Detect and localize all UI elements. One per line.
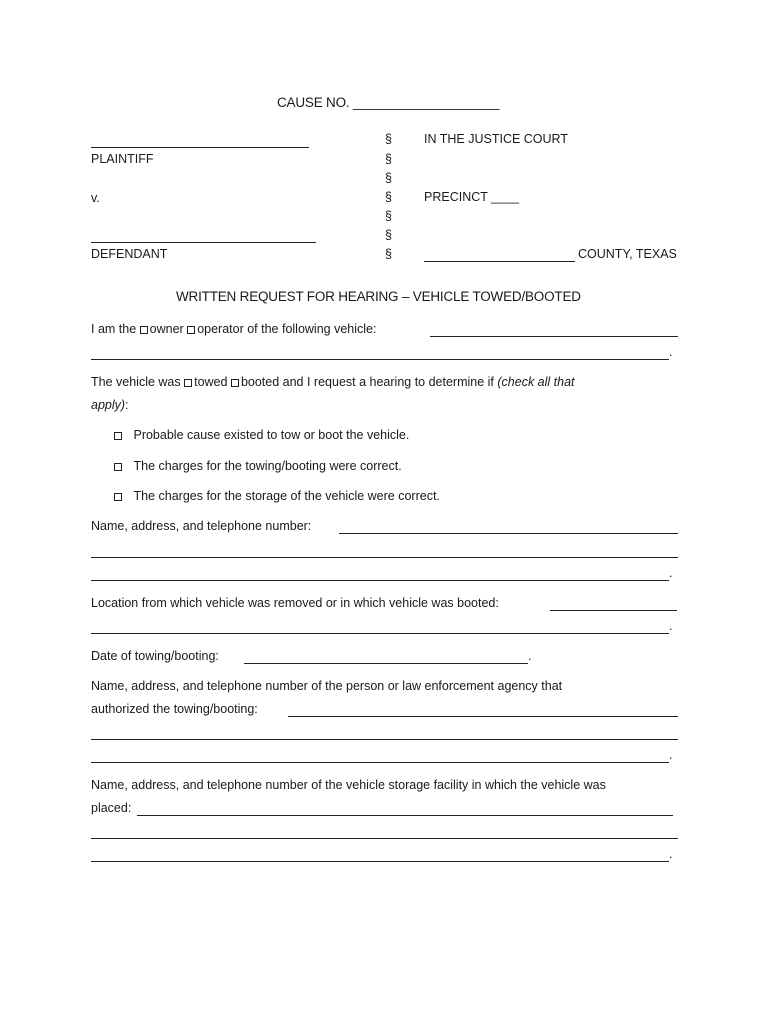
defendant-label: DEFENDANT (91, 247, 168, 261)
county-name-line[interactable] (424, 261, 575, 262)
storage-label-cont: placed: (91, 801, 132, 815)
vehicle-description-line-2[interactable] (91, 359, 669, 360)
court-label: IN THE JUSTICE COURT (424, 132, 568, 146)
owner-checkbox[interactable] (140, 326, 148, 334)
period: . (669, 619, 673, 633)
versus-label: v. (91, 191, 100, 205)
plaintiff-label: PLAINTIFF (91, 152, 154, 166)
section-mark: § (385, 209, 392, 223)
name-address-line-3[interactable] (91, 580, 669, 581)
towing-charges-checkbox[interactable] (114, 463, 122, 471)
section-mark: § (385, 171, 392, 185)
period: . (669, 345, 673, 359)
section-mark: § (385, 247, 392, 261)
check-item-label: The charges for the storage of the vehicle were correct. (133, 489, 440, 503)
check-all-note-cont: apply): (91, 398, 129, 412)
county-label: COUNTY, TEXAS (578, 247, 677, 261)
booted-checkbox[interactable] (231, 379, 239, 387)
defendant-name-line[interactable] (91, 242, 316, 243)
agency-line-1[interactable] (288, 716, 678, 717)
vehicle-description-line[interactable] (430, 336, 678, 337)
agency-label-cont: authorized the towing/booting: (91, 702, 258, 716)
storage-charges-checkbox[interactable] (114, 493, 122, 501)
section-mark: § (385, 228, 392, 242)
section-mark: § (385, 132, 392, 146)
towed-option-label: towed (194, 375, 228, 389)
date-line[interactable] (244, 663, 528, 664)
vehicle-status-line (91, 375, 575, 389)
check-item[interactable] (114, 489, 440, 503)
towed-checkbox[interactable] (184, 379, 192, 387)
period: . (669, 566, 673, 580)
check-item-label: Probable cause existed to tow or boot the vehicle. (133, 428, 410, 442)
period: . (528, 649, 532, 663)
precinct-label: PRECINCT ____ (424, 190, 519, 204)
section-mark: § (385, 152, 392, 166)
plaintiff-name-line[interactable] (91, 147, 309, 148)
agency-line-2[interactable] (91, 739, 678, 740)
storage-line-2[interactable] (91, 838, 678, 839)
period: . (669, 847, 673, 861)
vehicle-status-prefix: The vehicle was (91, 375, 181, 389)
storage-line-3[interactable] (91, 861, 669, 862)
name-address-label: Name, address, and telephone number: (91, 519, 312, 533)
form-title: WRITTEN REQUEST FOR HEARING – VEHICLE TOWED/BOOTED (176, 289, 581, 304)
name-address-line-1[interactable] (339, 533, 678, 534)
agency-label: Name, address, and telephone number of the person or law enforcement agency that (91, 679, 563, 693)
owner-option-label: owner (149, 322, 184, 336)
storage-line-1[interactable] (137, 815, 673, 816)
cause-number: CAUSE NO. ____________________ (277, 95, 500, 110)
check-all-note: (check all that (497, 375, 575, 389)
location-line-1[interactable] (550, 610, 677, 611)
location-label: Location from which vehicle was removed or in which vehicle was booted: (91, 596, 499, 610)
operator-option-label: operator of the following vehicle: (197, 322, 377, 336)
check-item[interactable] (114, 428, 409, 442)
name-address-line-2[interactable] (91, 557, 678, 558)
probable-cause-checkbox[interactable] (114, 432, 122, 440)
booted-option-label: booted and I request a hearing to determine if (240, 375, 494, 389)
date-label: Date of towing/booting: (91, 649, 219, 663)
storage-label: Name, address, and telephone number of the vehicle storage facility in which the vehicle was (91, 778, 606, 792)
owner-prefix: I am the (91, 322, 137, 336)
check-item[interactable] (114, 459, 402, 473)
agency-line-3[interactable] (91, 762, 669, 763)
owner-line (91, 322, 376, 336)
operator-checkbox[interactable] (187, 326, 195, 334)
section-mark: § (385, 190, 392, 204)
location-line-2[interactable] (91, 633, 669, 634)
period: . (669, 748, 673, 762)
check-item-label: The charges for the towing/booting were correct. (133, 459, 402, 473)
